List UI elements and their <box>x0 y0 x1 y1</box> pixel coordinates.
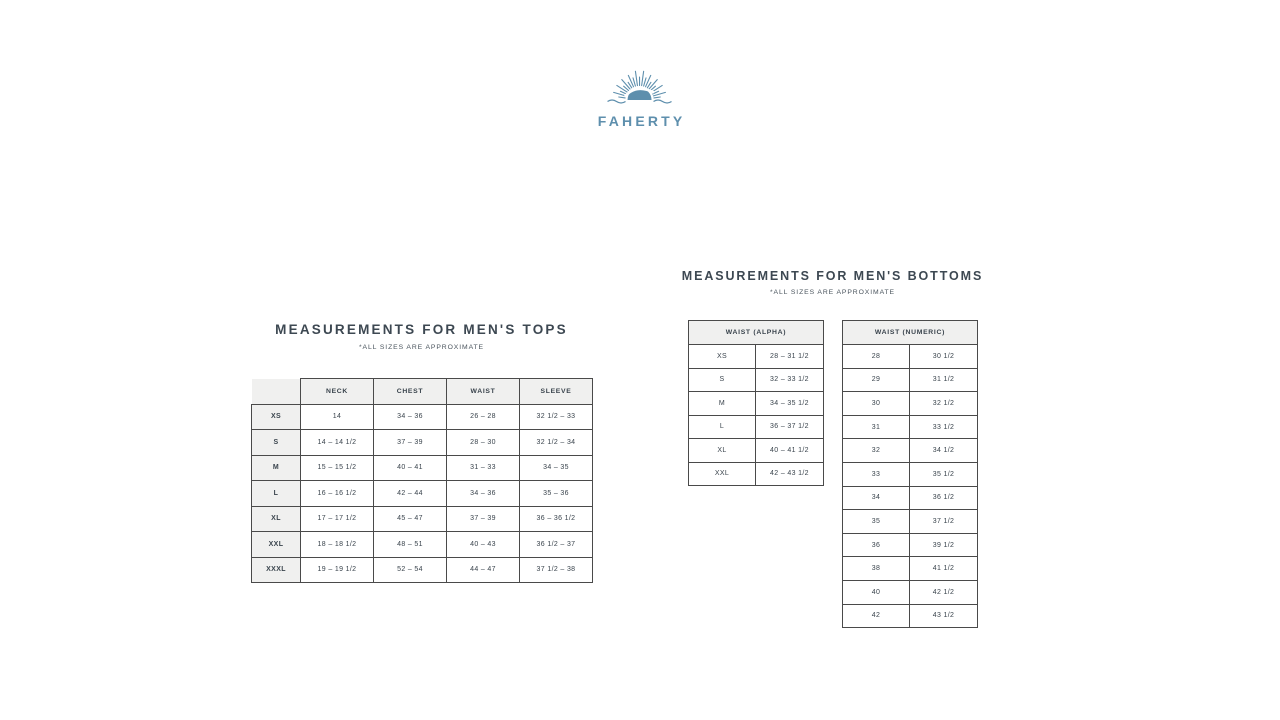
column-header-waist-numeric: WAIST (NUMERIC) <box>843 321 978 345</box>
table-cell: 40 – 41 1/2 <box>756 439 824 463</box>
table-cell: XXXL <box>252 557 301 583</box>
table-cell: 18 – 18 1/2 <box>301 532 374 558</box>
brand-wordmark: FAHERTY <box>597 113 686 129</box>
table-row <box>252 481 593 507</box>
table-row <box>843 604 978 628</box>
table-row <box>843 580 978 604</box>
tops-size-table <box>251 378 593 583</box>
table-cell: L <box>689 415 756 439</box>
table-cell: S <box>689 368 756 392</box>
table-cell: 33 <box>843 462 910 486</box>
table-cell: 26 – 28 <box>447 404 520 430</box>
table-cell: 31 1/2 <box>910 368 978 392</box>
table-cell: 44 – 47 <box>447 557 520 583</box>
table-row <box>252 557 593 583</box>
tops-title: MEASUREMENTS FOR MEN'S TOPS <box>275 322 568 337</box>
sun-ray <box>646 75 651 86</box>
table-row <box>689 368 824 392</box>
table-cell: 31 <box>843 415 910 439</box>
table-cell: XXL <box>252 532 301 558</box>
sun-ray <box>617 85 628 92</box>
table-cell: 32 – 33 1/2 <box>756 368 824 392</box>
table-cell: 15 – 15 1/2 <box>301 455 374 481</box>
table-cell: 34 <box>843 486 910 510</box>
table-row <box>689 392 824 416</box>
table-cell: 14 – 14 1/2 <box>301 430 374 456</box>
table-row <box>843 533 978 557</box>
table-cell: 34 – 36 <box>447 481 520 507</box>
column-header-waist-alpha: WAIST (ALPHA) <box>689 321 824 345</box>
table-cell: 31 – 33 <box>447 455 520 481</box>
table-row <box>843 392 978 416</box>
right-wave-line <box>654 100 672 103</box>
column-header-waist: WAIST <box>447 379 520 405</box>
table-row <box>252 455 593 481</box>
table-cell: 34 1/2 <box>910 439 978 463</box>
table-cell: 16 – 16 1/2 <box>301 481 374 507</box>
table-cell: 32 <box>843 439 910 463</box>
table-cell: 36 <box>843 533 910 557</box>
table-cell: 42 <box>843 604 910 628</box>
sun-ray <box>644 78 646 86</box>
table-row <box>843 486 978 510</box>
table-cell: 30 <box>843 392 910 416</box>
table-row <box>689 415 824 439</box>
table-row <box>689 439 824 463</box>
sun-ray <box>619 97 625 98</box>
table-row <box>252 532 593 558</box>
table-cell: 48 – 51 <box>374 532 447 558</box>
waist-alpha-table <box>688 320 824 486</box>
table-cell: 34 – 35 <box>520 455 593 481</box>
table-cell: 34 – 35 1/2 <box>756 392 824 416</box>
brand-logo <box>595 66 686 129</box>
table-cell: 42 – 43 1/2 <box>756 462 824 486</box>
table-cell: 36 – 36 1/2 <box>520 506 593 532</box>
tops-header-row <box>252 379 593 405</box>
table-row <box>689 462 824 486</box>
alpha-header-row <box>689 321 824 345</box>
table-cell: 29 <box>843 368 910 392</box>
table-row <box>252 430 593 456</box>
table-cell: S <box>252 430 301 456</box>
table-cell: 34 – 36 <box>374 404 447 430</box>
bottoms-subtitle: *ALL SIZES ARE APPROXIMATE <box>769 289 895 296</box>
table-cell: 37 – 39 <box>374 430 447 456</box>
left-wave-line <box>608 100 626 103</box>
waist-numeric-table <box>842 320 978 628</box>
table-cell: M <box>689 392 756 416</box>
table-cell: 36 1/2 <box>910 486 978 510</box>
table-row <box>843 345 978 369</box>
table-row <box>843 557 978 581</box>
sun-ray <box>634 78 636 86</box>
table-cell: 42 1/2 <box>910 580 978 604</box>
table-cell: XL <box>689 439 756 463</box>
table-row <box>689 345 824 369</box>
table-cell: 38 <box>843 557 910 581</box>
table-cell: 43 1/2 <box>910 604 978 628</box>
table-cell: 30 1/2 <box>910 345 978 369</box>
table-cell: 14 <box>301 404 374 430</box>
table-cell: XS <box>252 404 301 430</box>
table-cell: 40 <box>843 580 910 604</box>
column-header-neck: NECK <box>301 379 374 405</box>
table-cell: 37 – 39 <box>447 506 520 532</box>
tops-subtitle: *ALL SIZES ARE APPROXIMATE <box>358 344 484 351</box>
table-cell: 41 1/2 <box>910 557 978 581</box>
sun-ray <box>642 71 644 85</box>
table-cell: 42 – 44 <box>374 481 447 507</box>
sun-ray <box>629 75 634 86</box>
table-cell: 32 1/2 <box>910 392 978 416</box>
table-row <box>843 439 978 463</box>
table-corner-spacer <box>252 379 301 405</box>
table-row <box>843 462 978 486</box>
sun-ray <box>636 71 638 85</box>
bottoms-title: MEASUREMENTS FOR MEN'S BOTTOMS <box>681 269 984 283</box>
table-cell: 35 1/2 <box>910 462 978 486</box>
sun-wave-icon <box>598 66 682 112</box>
sun-ray <box>621 91 627 94</box>
table-row <box>843 415 978 439</box>
table-cell: 39 1/2 <box>910 533 978 557</box>
table-cell: 35 <box>843 510 910 534</box>
table-cell: 36 – 37 1/2 <box>756 415 824 439</box>
sun-ray <box>654 97 660 98</box>
column-header-chest: CHEST <box>374 379 447 405</box>
table-cell: XXL <box>689 462 756 486</box>
table-cell: 36 1/2 – 37 <box>520 532 593 558</box>
table-cell: L <box>252 481 301 507</box>
table-cell: M <box>252 455 301 481</box>
table-cell: 45 – 47 <box>374 506 447 532</box>
table-cell: 40 – 43 <box>447 532 520 558</box>
table-cell: 35 – 36 <box>520 481 593 507</box>
table-cell: 37 1/2 – 38 <box>520 557 593 583</box>
table-row <box>843 510 978 534</box>
table-cell: 28 <box>843 345 910 369</box>
table-cell: 28 – 30 <box>447 430 520 456</box>
table-cell: 17 – 17 1/2 <box>301 506 374 532</box>
table-cell: 19 – 19 1/2 <box>301 557 374 583</box>
numeric-header-row <box>843 321 978 345</box>
table-cell: 32 1/2 – 34 <box>520 430 593 456</box>
table-row <box>843 368 978 392</box>
table-cell: 28 – 31 1/2 <box>756 345 824 369</box>
column-header-sleeve: SLEEVE <box>520 379 593 405</box>
table-cell: 32 1/2 – 33 <box>520 404 593 430</box>
table-row <box>252 506 593 532</box>
table-cell: 52 – 54 <box>374 557 447 583</box>
table-cell: 33 1/2 <box>910 415 978 439</box>
table-row <box>252 404 593 430</box>
table-cell: 40 – 41 <box>374 455 447 481</box>
table-cell: XS <box>689 345 756 369</box>
table-cell: XL <box>252 506 301 532</box>
table-cell: 37 1/2 <box>910 510 978 534</box>
